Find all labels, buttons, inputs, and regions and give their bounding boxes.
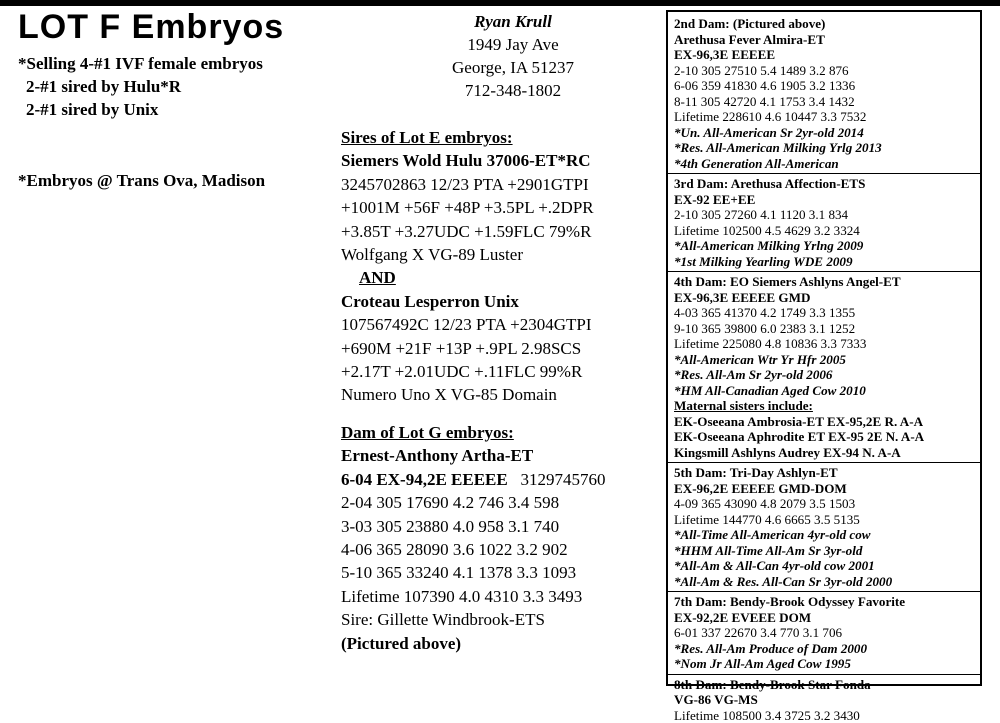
sire1-line: 3245702863 12/23 PTA +2901GTPI — [341, 173, 661, 196]
dam-generation-heading: 8th Dam: Bendy-Brook Star Fonda — [668, 674, 980, 693]
dam-generation-name: Arethusa Fever Almira-ET — [674, 32, 980, 48]
dam-generation-class: VG-86 VG-MS — [674, 692, 980, 708]
lot-summary — [18, 52, 318, 192]
consignor-city: George, IA 51237 — [418, 56, 608, 79]
embryo-location: *Embryos @ Trans Ova, Madison — [18, 169, 318, 192]
consignor-name: Ryan Krull — [418, 10, 608, 33]
pedigree-award: *Res. All-Am Sr 2yr-old 2006 — [674, 367, 980, 383]
pedigree-award: *1st Milking Yearling WDE 2009 — [674, 254, 980, 270]
dam-record: 4-06 365 28090 3.6 1022 3.2 902 — [341, 538, 661, 561]
dam-heading: Dam of Lot G embryos: — [341, 421, 661, 444]
pedigree-record: 4-09 365 43090 4.8 2079 3.5 1503 — [674, 496, 980, 512]
dam-generation-class: EX-92 EE+EE — [674, 192, 980, 208]
pedigree-record: Lifetime 108500 3.4 3725 3.2 3430 — [674, 708, 980, 723]
consignor-phone: 712-348-1802 — [418, 79, 608, 102]
dam-generation-heading: 3rd Dam: Arethusa Affection-ETS — [668, 173, 980, 192]
top-border — [0, 0, 1000, 6]
dam-classification: 6-04 EX-94,2E EEEEE — [341, 470, 508, 489]
dam-registration: 3129745760 — [520, 470, 605, 489]
pedigree-record: Lifetime 102500 4.5 4629 3.2 3324 — [674, 223, 980, 239]
pedigree-award: *Res. All-Am Produce of Dam 2000 — [674, 641, 980, 657]
pedigree-award: *HHM All-Time All-Am Sr 3yr-old — [674, 543, 980, 559]
selling-line: *Selling 4-#1 IVF female embryos — [18, 52, 318, 75]
sires-and-dam — [341, 126, 661, 655]
dam-generation-heading: 5th Dam: Tri-Day Ashlyn-ET — [668, 462, 980, 481]
dam-record: 5-10 365 33240 4.1 1378 3.3 1093 — [341, 561, 661, 584]
dam-record: 2-04 305 17690 4.2 746 3.4 598 — [341, 491, 661, 514]
sire2-line: Numero Uno X VG-85 Domain — [341, 383, 661, 406]
pedigree-record: 4-03 365 41370 4.2 1749 3.3 1355 — [674, 305, 980, 321]
pedigree-award: *HM All-Canadian Aged Cow 2010 — [674, 383, 980, 399]
pedigree-record: 9-10 365 39800 6.0 2383 3.1 1252 — [674, 321, 980, 337]
dam-sire: Sire: Gillette Windbrook-ETS — [341, 608, 661, 631]
maternal-sister: EK-Oseeana Ambrosia-ET EX-95,2E R. A-A — [674, 414, 980, 430]
dam-generation-class: EX-92,2E EVEEE DOM — [674, 610, 980, 626]
pedigree-record: 6-01 337 22670 3.4 770 3.1 706 — [674, 625, 980, 641]
pedigree-award: *All-American Milking Yrlng 2009 — [674, 238, 980, 254]
consignor-street: 1949 Jay Ave — [418, 33, 608, 56]
dam-generation-class: EX-96,3E EEEEE — [674, 47, 980, 63]
dam-generation-heading: 2nd Dam: (Pictured above) — [674, 16, 980, 32]
dam-note: (Pictured above) — [341, 632, 661, 655]
pedigree-award: *All-Time All-American 4yr-old cow — [674, 527, 980, 543]
dam-generation-class: EX-96,2E EEEEE GMD-DOM — [674, 481, 980, 497]
sire1-line: Wolfgang X VG-89 Luster — [341, 243, 661, 266]
pedigree-award: *Nom Jr All-Am Aged Cow 1995 — [674, 656, 980, 672]
consignor-contact — [418, 10, 608, 102]
sire1-line: +3.85T +3.27UDC +1.59FLC 79%R — [341, 220, 661, 243]
sire1-line: +1001M +56F +48P +3.5PL +.2DPR — [341, 196, 661, 219]
dam-record: 3-03 305 23880 4.0 958 3.1 740 — [341, 515, 661, 538]
pedigree-award: *4th Generation All-American — [674, 156, 980, 172]
dam-record: Lifetime 107390 4.0 4310 3.3 3493 — [341, 585, 661, 608]
maternal-sisters-heading: Maternal sisters include: — [674, 398, 980, 414]
page-title: LOT F Embryos — [18, 8, 284, 47]
maternal-sister: Kingsmill Ashlyns Audrey EX-94 N. A-A — [674, 445, 980, 461]
pedigree-record: Lifetime 228610 4.6 10447 3.3 7532 — [674, 109, 980, 125]
pedigree-record: 6-06 359 41830 4.6 1905 3.2 1336 — [674, 78, 980, 94]
pedigree-award: *All-Am & Res. All-Can Sr 3yr-old 2000 — [674, 574, 980, 590]
sire2-line: +2.17T +2.01UDC +.11FLC 99%R — [341, 360, 661, 383]
pedigree-award: *All-American Wtr Yr Hfr 2005 — [674, 352, 980, 368]
dam-generation-heading: 7th Dam: Bendy-Brook Odyssey Favorite — [668, 591, 980, 610]
pedigree-record: 2-10 305 27510 5.4 1489 3.2 876 — [674, 63, 980, 79]
sire1-name: Siemers Wold Hulu 37006-ET*RC — [341, 149, 661, 172]
dam-classification-line — [341, 468, 661, 491]
pedigree-record: Lifetime 144770 4.6 6665 3.5 5135 — [674, 512, 980, 528]
maternal-sister: EK-Oseeana Aphrodite ET EX-95 2E N. A-A — [674, 429, 980, 445]
and-separator: AND — [341, 266, 661, 289]
sired-hulu-line: 2-#1 sired by Hulu*R — [18, 75, 318, 98]
pedigree-record: Lifetime 225080 4.8 10836 3.3 7333 — [674, 336, 980, 352]
sired-unix-line: 2-#1 sired by Unix — [18, 98, 318, 121]
dam-generation-class: EX-96,3E EEEEE GMD — [674, 290, 980, 306]
pedigree-box — [666, 10, 982, 686]
sires-heading: Sires of Lot E embryos: — [341, 126, 661, 149]
pedigree-award: *Res. All-American Milking Yrlg 2013 — [674, 140, 980, 156]
dam-name: Ernest-Anthony Artha-ET — [341, 444, 661, 467]
pedigree-award: *Un. All-American Sr 2yr-old 2014 — [674, 125, 980, 141]
pedigree-award: *All-Am & All-Can 4yr-old cow 2001 — [674, 558, 980, 574]
sire2-line: 107567492C 12/23 PTA +2304GTPI — [341, 313, 661, 336]
pedigree-record: 8-11 305 42720 4.1 1753 3.4 1432 — [674, 94, 980, 110]
pedigree-record: 2-10 305 27260 4.1 1120 3.1 834 — [674, 207, 980, 223]
dam-generation-heading: 4th Dam: EO Siemers Ashlyns Angel-ET — [668, 271, 980, 290]
sire2-line: +690M +21F +13P +.9PL 2.98SCS — [341, 337, 661, 360]
sire2-name: Croteau Lesperron Unix — [341, 290, 661, 313]
